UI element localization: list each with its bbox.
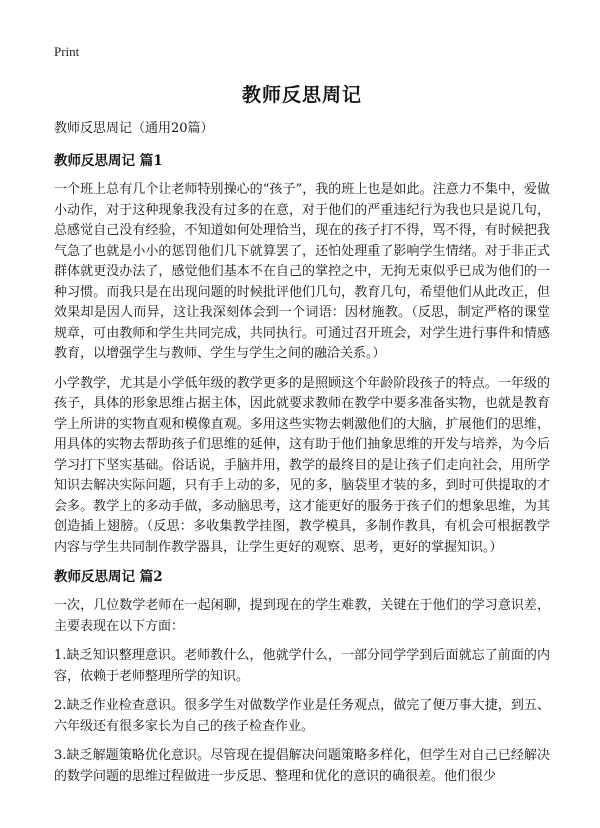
section-1	[54, 151, 550, 558]
section-heading: 教师反思周记 篇1	[54, 153, 163, 169]
paragraph: 一个班上总有几个让老师特别操心的“孩子”，我的班上也是如此。注意力不集中，爱做小动作，对于这种现象我没有过多的在意，对于他们的严重违纪行为我也只是说几句，总感觉自己没有经验，不知道如何处理恰当，现在的孩子打不得，骂不得，有时候把我气急了也就是小小的惩罚他们几下就算罢了，还怕处理重了影响学生情绪。对于非正式群体就更没办法了，感觉他们基本不在自己的掌控之中，无拘无束似乎已成为他们的一种习惯。而我只是在出现问题的时候批评他们几句，教育几句，希望他们从此改正，但效果却是因人而异，这让我深刻体会到一个词语：因材施教。（反思，制定严格的课堂规章，可由教师和学生共同完成，共同执行。可通过召开班会，对学生进行事件和情感教育，以增强学生与教师、学生与学生之间的融洽关系。）	[54, 182, 550, 361]
paragraph: 小学教学，尤其是小学低年级的教学更多的是照顾这个年龄阶段孩子的特点。一年级的孩子，具体的形象思维占据主体，因此就要求教师在教学中要多准备实物，也就是教育学上所讲的实物直观和模像直观。多用这些实物去刺激他们的大脑，扩展他们的思维，用具体的实物去帮助孩子们思维的延伸，这有助于他们抽象思维的开发与培养，为今后学习打下坚实基础。俗话说，手脑并用，教学的最终目的是让孩子们走向社会，用所学知识去解决实际问题，只有手上动的多，见的多，脑袋里才装的多，到时可供提取的才会多。教学上的多动手做，多动脑思考，这才能更好的服务于孩子们的想象思维，为其创造插上翅膀。（反思：多收集教学挂图，教学模具，多制作教具，有机会可根据教学内容与学生共同制作教学器具，让学生更好的观察、思考，更好的掌握知识。）	[54, 375, 550, 555]
paragraph: 一次，几位数学老师在一起闲聊，提到现在的学生难教，关键在于他们的学习意识差，主要表现在以下方面：	[54, 598, 550, 634]
document-body	[54, 119, 550, 796]
list-item: 1.缺乏知识整理意识。老师教什么，他就学什么，一部分同学学到后面就忘了前面的内容，依赖于老师整理所学的知识。	[54, 648, 550, 684]
list-item: 3.缺乏解题策略优化意识。尽管现在提倡解决问题策略多样化，但学生对自己已经解决的数学问题的思维过程做进一步反思、整理和优化的意识的确很差。他们很少	[54, 748, 550, 784]
list-item: 2.缺乏作业检查意识。很多学生对做数学作业是任务观点，做完了便万事大捷，到五、六年级还有很多家长为自己的孩子检查作业。	[54, 698, 550, 734]
section-heading: 教师反思周记 篇2	[54, 569, 163, 585]
document-subtitle: 教师反思周记（通用20篇）	[54, 121, 214, 136]
print-link[interactable]: Print	[54, 44, 80, 59]
section-2	[54, 567, 550, 787]
document-title: 教师反思周记	[241, 84, 362, 106]
